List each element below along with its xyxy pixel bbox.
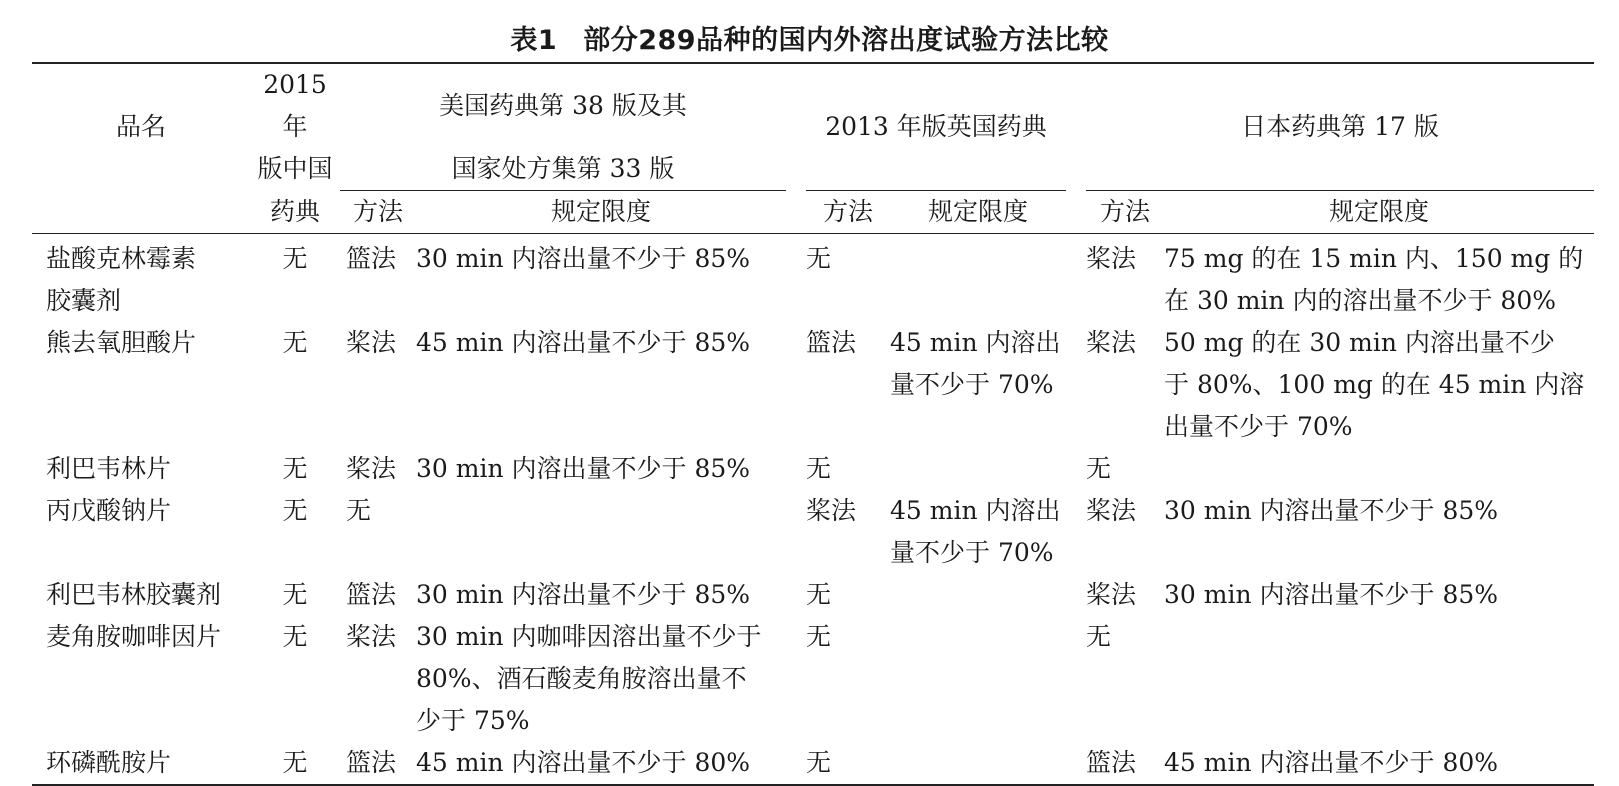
cell-product [32,322,250,448]
cell-jp-limit [1164,616,1594,742]
header-usp-method: 方法 [352,197,403,226]
cell-bp-method-line: 桨法 [806,496,857,525]
cell-bp-limit [890,574,1086,616]
cell-cp2015 [250,742,340,785]
cell-jp-limit-line: 在 30 min 内的溶出量不少于 80% [1164,286,1556,315]
cell-usp-method [340,234,416,323]
cell-usp-limit-line: 30 min 内溶出量不少于 85% [416,244,751,273]
table-row [32,616,1594,742]
cell-bp-method [806,322,890,448]
cell-jp-method-line: 桨法 [1086,496,1137,525]
cell-usp-method-line: 篮法 [346,244,397,273]
cell-usp-method-line: 桨法 [346,622,397,651]
cell-cp2015-line: 无 [282,244,308,273]
cell-usp-method-line: 篮法 [346,580,397,609]
cell-usp-method-line: 桨法 [346,454,397,483]
cell-cp2015 [250,322,340,448]
header-jp-limit: 规定限度 [1329,197,1430,226]
cell-jp-limit [1164,490,1594,574]
cell-bp-limit-line: 量不少于 70% [890,538,1054,567]
cell-cp2015-line: 无 [282,580,308,609]
cell-product-line: 胶囊剂 [46,286,122,315]
cell-bp-limit [890,490,1086,574]
cell-bp-method-line: 无 [806,748,832,777]
cell-jp-method [1086,616,1164,742]
cell-bp-limit [890,448,1086,490]
cell-bp-limit-line: 45 min 内溶出 [890,496,1061,525]
cell-bp-limit [890,616,1086,742]
cell-jp-method [1086,574,1164,616]
header-cp2015-line2: 版中国 [257,154,333,184]
cell-bp-method-line: 无 [806,244,832,273]
table-row [32,490,1594,574]
cell-jp-method-line: 无 [1086,454,1112,483]
header-bp-limit: 规定限度 [928,197,1029,226]
cell-bp-method-line: 无 [806,622,832,651]
cell-bp-limit [890,742,1086,785]
cell-product-line: 丙戊酸钠片 [46,496,172,525]
cell-usp-method [340,490,416,574]
cell-usp-method-line: 篮法 [346,748,397,777]
cell-usp-limit [416,448,806,490]
cell-cp2015-line: 无 [282,454,308,483]
header-cp2015-line3: 药典 [269,196,320,226]
header-cp2015-line1: 2015 年 [263,70,327,141]
cell-cp2015-line: 无 [282,748,308,777]
cell-jp-method [1086,448,1164,490]
cell-bp-method [806,490,890,574]
cell-jp-method-line: 桨法 [1086,580,1137,609]
cell-product-line: 环磷酰胺片 [46,748,172,777]
cell-product-line: 麦角胺咖啡因片 [46,622,222,651]
cell-bp-method [806,616,890,742]
cell-usp-limit-line: 30 min 内溶出量不少于 85% [416,454,751,483]
cell-cp2015-line: 无 [282,328,308,357]
cell-usp-limit [416,234,806,323]
cell-bp-method-line: 无 [806,454,832,483]
cell-product [32,490,250,574]
header-bp-method: 方法 [822,197,873,226]
cell-usp-method [340,742,416,785]
cell-usp-method [340,322,416,448]
cell-jp-limit-line: 30 min 内溶出量不少于 85% [1164,496,1499,525]
cell-usp-limit-line: 30 min 内咖啡因溶出量不少于 [416,622,762,651]
dissolution-comparison-table [32,62,1594,786]
cell-jp-method-line: 无 [1086,622,1112,651]
cell-usp-method [340,574,416,616]
cell-product [32,742,250,785]
cell-jp-method-line: 篮法 [1086,748,1137,777]
table-header [32,63,1594,234]
cell-product [32,574,250,616]
header-jp-method: 方法 [1100,197,1151,226]
cell-usp-limit-line: 30 min 内溶出量不少于 85% [416,580,751,609]
cell-jp-limit-line: 出量不少于 70% [1164,412,1353,441]
cell-cp2015 [250,574,340,616]
cell-jp-method [1086,322,1164,448]
header-jp17: 日本药典第 17 版 [1086,63,1594,191]
cell-usp-method-line: 桨法 [346,328,397,357]
cell-cp2015 [250,234,340,323]
cell-jp-limit [1164,574,1594,616]
cell-product-line: 盐酸克林霉素 [46,244,197,273]
cell-bp-limit [890,322,1086,448]
cell-cp2015 [250,616,340,742]
cell-bp-limit-line: 量不少于 70% [890,370,1054,399]
cell-jp-limit [1164,448,1594,490]
cell-usp-limit [416,322,806,448]
cell-bp-limit [890,234,1086,323]
cell-usp-limit [416,574,806,616]
cell-bp-method-line: 篮法 [806,328,857,357]
cell-product-line: 熊去氧胆酸片 [46,328,197,357]
cell-usp-limit [416,742,806,785]
cell-cp2015-line: 无 [282,622,308,651]
table-body [32,234,1594,786]
cell-bp-method-line: 无 [806,580,832,609]
table-row [32,574,1594,616]
cell-product [32,616,250,742]
cell-jp-method [1086,490,1164,574]
table-row [32,322,1594,448]
cell-usp-limit-line: 45 min 内溶出量不少于 85% [416,328,751,357]
header-usp-line1: 美国药典第 38 版及其 [439,91,687,120]
cell-bp-method [806,742,890,785]
cell-usp-method [340,448,416,490]
header-bp2013: 2013 年版英国药典 [806,63,1066,191]
cell-jp-method-line: 桨法 [1086,328,1137,357]
cell-usp-limit [416,490,806,574]
cell-jp-limit [1164,742,1594,785]
cell-jp-limit-line: 30 min 内溶出量不少于 85% [1164,580,1499,609]
cell-usp-limit-line: 少于 75% [416,706,530,735]
cell-product-line: 利巴韦林片 [46,454,172,483]
cell-jp-limit [1164,322,1594,448]
cell-cp2015 [250,490,340,574]
cell-jp-method-line: 桨法 [1086,244,1137,273]
cell-usp-limit-line: 80%、酒石酸麦角胺溶出量不 [416,664,747,693]
header-product: 品名 [115,112,166,142]
table-row [32,448,1594,490]
cell-usp-method [340,616,416,742]
table-title: 部分289品种的国内外溶出度试验方法比较 [583,25,1109,56]
cell-product-line: 利巴韦林胶囊剂 [46,580,222,609]
cell-bp-limit-line: 45 min 内溶出 [890,328,1061,357]
cell-cp2015 [250,448,340,490]
cell-bp-method [806,574,890,616]
cell-jp-method [1086,234,1164,323]
cell-usp-limit [416,616,806,742]
cell-bp-method [806,448,890,490]
header-usp-limit: 规定限度 [550,197,651,226]
table-number: 表1 [510,25,558,56]
table-caption [0,18,1619,57]
cell-jp-limit-line: 75 mg 的在 15 min 内、150 mg 的 [1164,244,1584,273]
header-usp-line2: 国家处方集第 33 版 [340,148,786,191]
cell-product [32,234,250,323]
cell-jp-method [1086,742,1164,785]
cell-usp-method-line: 无 [346,496,372,525]
cell-product [32,448,250,490]
cell-jp-limit-line: 于 80%、100 mg 的在 45 min 内溶 [1164,370,1585,399]
cell-jp-limit [1164,234,1594,323]
cell-jp-limit-line: 50 mg 的在 30 min 内溶出量不少 [1164,328,1555,357]
table-row [32,742,1594,785]
cell-cp2015-line: 无 [282,496,308,525]
cell-usp-limit-line: 45 min 内溶出量不少于 80% [416,748,751,777]
table-row [32,234,1594,323]
cell-jp-limit-line: 45 min 内溶出量不少于 80% [1164,748,1499,777]
cell-bp-method [806,234,890,323]
